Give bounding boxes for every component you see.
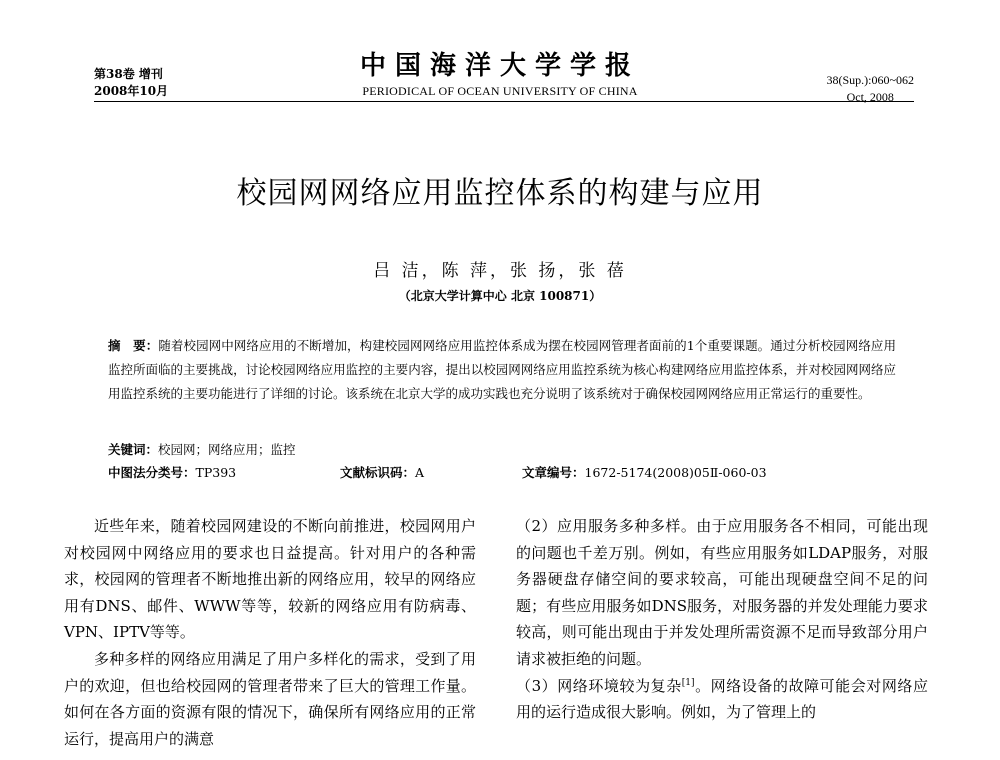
- keywords-label: 关键词：: [108, 442, 159, 457]
- doc-code-value: A: [415, 465, 425, 480]
- doc-code-label: 文献标识码：: [340, 465, 416, 480]
- article-no-label: 文章编号：: [522, 465, 585, 480]
- journal-title-en: PERIODICAL OF OCEAN UNIVERSITY OF CHINA: [362, 84, 638, 98]
- clc-value: TP393: [195, 465, 237, 480]
- header-rule: [94, 101, 914, 102]
- abstract: [108, 334, 896, 406]
- article-authors: 吕 洁，陈 萍，张 扬，张 蓓: [373, 261, 627, 281]
- abstract-label: 摘 要：: [108, 338, 159, 353]
- clc-number: [108, 463, 236, 483]
- article-no-value: 1672-5174(2008)05Ⅱ-060-03: [584, 465, 767, 480]
- citation-ref: [1]: [681, 677, 695, 688]
- clc-label: 中图法分类号：: [108, 465, 196, 480]
- abstract-text: 随着校园网中网络应用的不断增加，构建校园网网络应用监控体系成为摆在校园网管理者面前的1个重要课题。通过分析校园网络应用监控所面临的主要挑战，讨论校园网络应用监控的主要内容，提出以校园网网络应用监控系统为核心构建网络应用监控体系，并对校园网网络应用监控系统的主要功能进行了详细的讨论。该系统在北京大学的成功实践也充分说明了该系统对于确保校园网网络应用正常运行的重要性。: [108, 338, 896, 401]
- date-en: Oct, 2008: [846, 90, 894, 104]
- article-affiliation: （北京大学计算中心 北京 100871）: [398, 289, 602, 303]
- body-column-left: [64, 513, 476, 752]
- issue-pages: 38(Sup.):060~062: [826, 73, 914, 87]
- keywords: [108, 440, 896, 460]
- volume-label: 第38卷 增刊: [94, 67, 163, 81]
- article-title: 校园网网络应用监控体系的构建与应用: [236, 176, 764, 211]
- body-paragraph: 多种多样的网络应用满足了用户多样化的需求，受到了用户的欢迎，但也给校园网的管理者带来了巨大的管理工作量。如何在各方面的资源有限的情况下，确保所有网络应用的正常运行，提高用户的满意: [64, 649, 476, 748]
- article-number: [522, 463, 767, 483]
- keywords-text: 校园网；网络应用；监控: [158, 442, 296, 457]
- body-text: 。网络设备的故障可能会对网络应用的运行造成很大影响。例如，为了管理上的: [516, 676, 928, 722]
- body-text: （3）网络环境较为复杂: [516, 676, 682, 695]
- date-cn: 2008年10月: [94, 84, 169, 98]
- body-paragraph: [516, 673, 928, 726]
- document-code: [340, 463, 424, 483]
- journal-title-cn: 中国海洋大学学报: [359, 51, 640, 81]
- body-column-right: [516, 513, 928, 726]
- body-paragraph: （2）应用服务多种多样。由于应用服务各不相同，可能出现的问题也千差万别。例如，有些应用服务如LDAP服务，对服务器硬盘存储空间的要求较高，可能出现硬盘空间不足的问题；有些应用服务如DNS服务，对服务器的并发处理能力要求较高，则可能出现由于并发处理所需资源不足而导致部分用户请求被拒绝的问题。: [516, 517, 928, 668]
- body-paragraph: 近些年来，随着校园网建设的不断向前推进，校园网用户对校园网中网络应用的要求也日益提高。针对用户的各种需求，校园网的管理者不断地推出新的网络应用，较早的网络应用有DNS、邮件、WWW等等，较新的网络应用有防病毒、VPN、IPTV等等。: [64, 517, 476, 642]
